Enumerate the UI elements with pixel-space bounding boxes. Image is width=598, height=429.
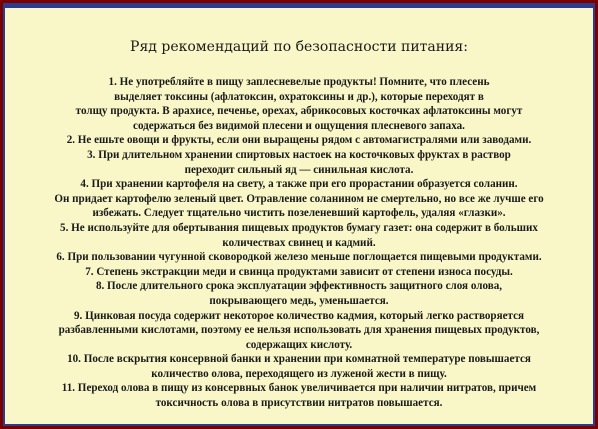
text-line: толщу продукта. В арахисе, печенье, орехах, абрикосовых косточках афлатоксины могут [75, 105, 523, 118]
text-line: избежать. Следует тщательно чистить позеленевший картофель, удаляя «глазки». [92, 207, 506, 220]
page-title: Ряд рекомендаций по безопасности питания: [130, 39, 468, 55]
text-line: содержащих кислоту. [245, 338, 353, 351]
text-line: Он придает картофелю зеленый цвет. Отравление соланином не смертельно, но все же лучше его [54, 192, 544, 205]
text-line: 4. При хранении картофеля на свету, а также при его прорастании образуется соланин. [80, 178, 518, 191]
left-border-bar [3, 3, 5, 426]
text-line: количество олова, переходящего из луженой жести в пищу. [151, 367, 447, 380]
right-border-bar [593, 3, 595, 426]
text-line: переходит сильный яд — синильная кислота. [184, 163, 414, 176]
text-line: 8. После длительного срока эксплуатации эффективность защитного слоя олова, [95, 280, 503, 293]
text-line: 1. Не употребляйте в пищу заплесневелые продукты! Помните, что плесень [108, 76, 490, 88]
text-line: 11. Переход олова в пищу из консервных банок увеличивается при наличии нитратов, причем [61, 382, 537, 395]
recommendations-text [21, 75, 577, 411]
text-line: 10. После вскрытия консервной банки и хранении при комнатной температуре повышается [67, 353, 531, 366]
text-line: 9. Цинковая посуда содержит некоторое количество кадмия, который легко растворяется [73, 309, 525, 322]
bottom-border-bar [3, 424, 595, 426]
text-line: 7. Степень экстракции меди и свинца продуктами зависит от степени износа посуды. [85, 265, 513, 278]
text-line: 3. При длительном хранении спиртовых настоек на косточковых фруктах в раствор [87, 148, 511, 161]
text-line: 6. При пользовании чугунной сковородкой железо меньше поглощается пищевыми продуктами. [56, 251, 542, 264]
text-line: 5. Не используйте для обертывания пищевых продуктов бумагу газет: она содержит в больших [60, 221, 538, 234]
text-line: разбавленными кислотами, поэтому ее нельзя использовать для хранения пищевых продуктов, [58, 324, 540, 337]
text-line: покрывающего медь, уменьшается. [209, 294, 389, 307]
text-line: выделяет токсины (афлатоксин, охратоксины и др.), которые переходят в [114, 90, 484, 103]
text-line: токсичность олова в присутствии нитратов повышается. [155, 397, 443, 410]
text-line: количествах свинец и кадмий. [222, 236, 376, 249]
top-border-bar [3, 3, 595, 8]
text-line: 2. Не ешьте овощи и фрукты, если они выращены рядом с автомагистралями или заводами. [66, 134, 532, 147]
text-line: содержаться без видимой плесени и ощущения плесневого запаха. [133, 119, 465, 132]
